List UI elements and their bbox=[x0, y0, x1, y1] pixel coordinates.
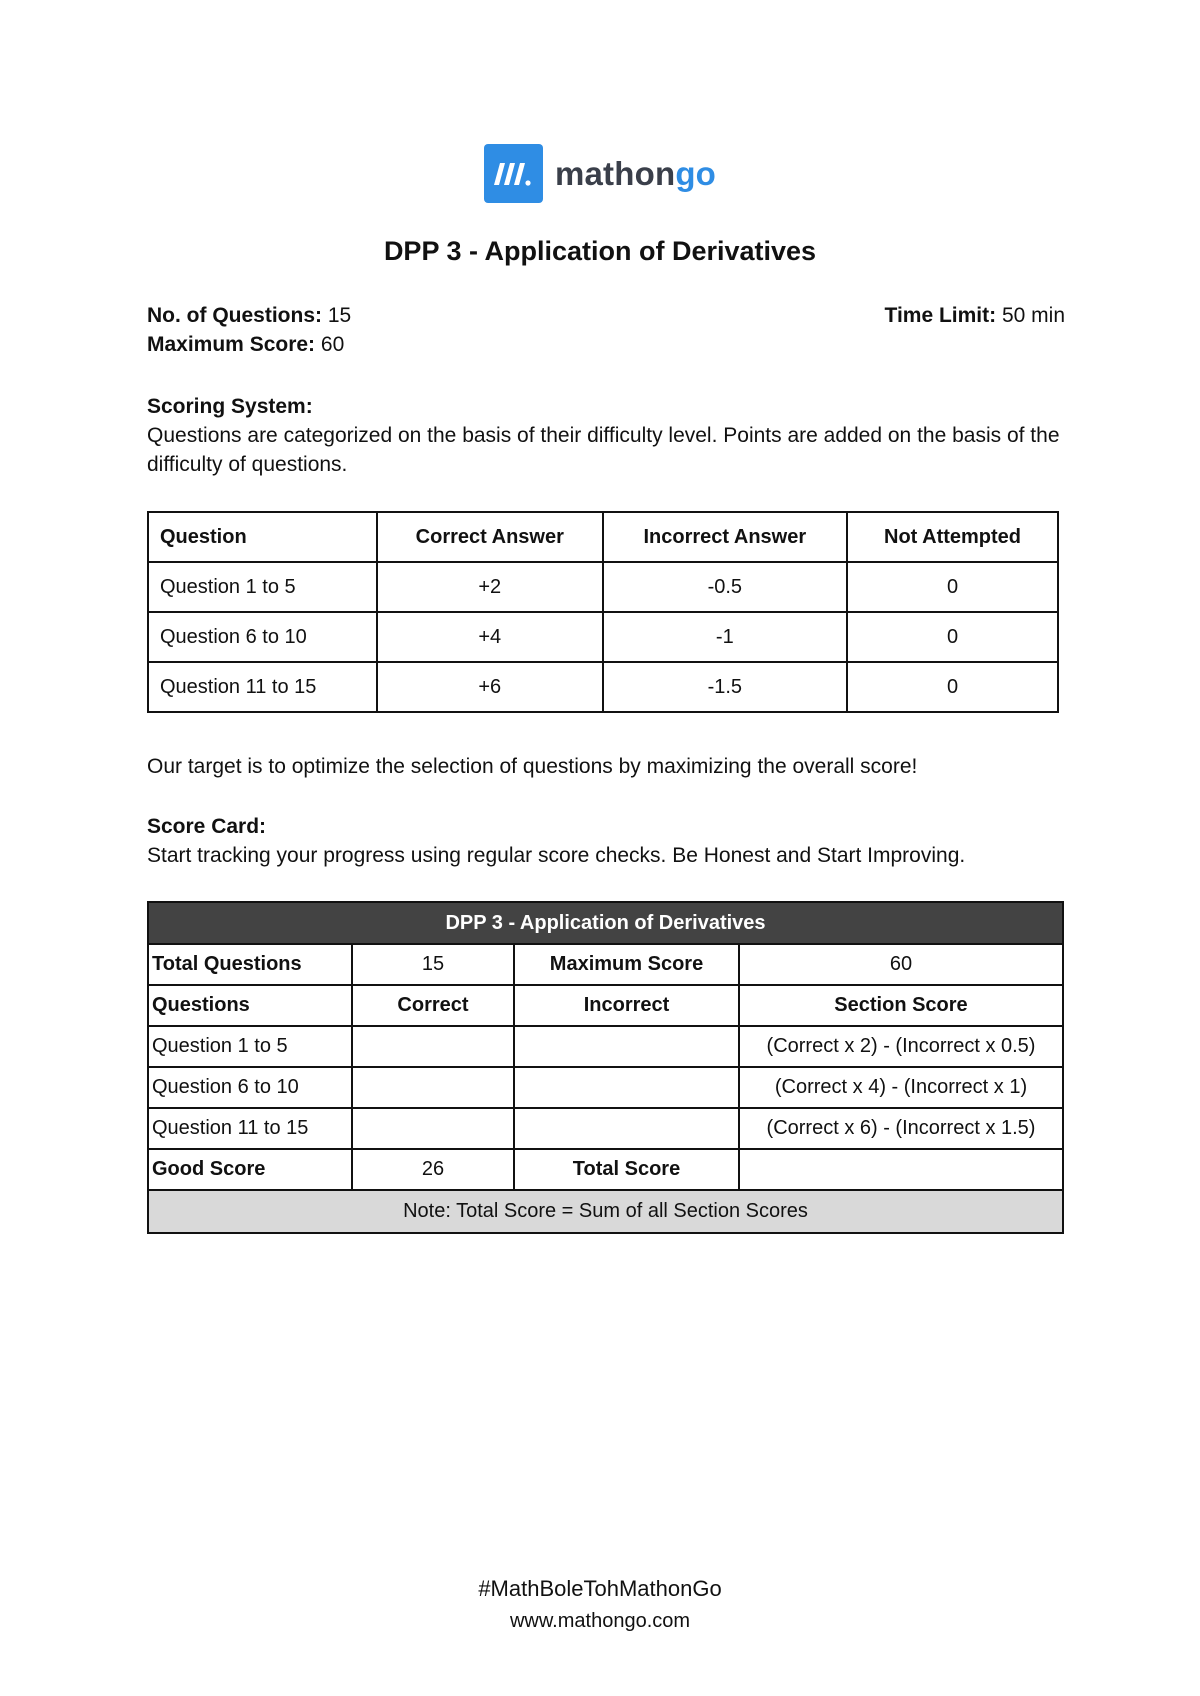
incorrect-entry-cell[interactable] bbox=[514, 1067, 739, 1108]
table-cell: +2 bbox=[377, 562, 603, 612]
section-score-formula: (Correct x 6) - (Incorrect x 1.5) bbox=[739, 1108, 1063, 1149]
table-cell: Question 1 to 5 bbox=[148, 562, 377, 612]
score-card-title-row bbox=[148, 902, 1063, 944]
total-score-entry-cell[interactable] bbox=[739, 1149, 1063, 1190]
correct-entry-cell[interactable] bbox=[352, 1067, 514, 1108]
table-cell: Question 11 to 15 bbox=[148, 1108, 352, 1149]
brand-logo bbox=[0, 144, 1200, 203]
brand-name: mathongo bbox=[554, 154, 717, 192]
table-row bbox=[148, 662, 1058, 712]
table-row bbox=[148, 1149, 1063, 1190]
max-score: Maximum Score: 60 bbox=[147, 333, 345, 356]
meta-row-1 bbox=[147, 304, 1065, 328]
scoring-table bbox=[147, 511, 1059, 713]
note-text: Note: Total Score = Sum of all Section Scores bbox=[148, 1190, 1063, 1233]
scoring-system-heading: Scoring System: bbox=[147, 395, 313, 418]
scoring-system-section bbox=[147, 392, 1072, 479]
good-score-value: 26 bbox=[352, 1149, 514, 1190]
table-cell: -1 bbox=[603, 612, 847, 662]
header-cell: Correct Answer bbox=[377, 512, 603, 562]
header-cell: Correct bbox=[352, 985, 514, 1026]
header-cell: Not Attempted bbox=[847, 512, 1058, 562]
header-cell: Questions bbox=[148, 985, 352, 1026]
section-score-formula: (Correct x 2) - (Incorrect x 0.5) bbox=[739, 1026, 1063, 1067]
header-cell: Incorrect bbox=[514, 985, 739, 1026]
time-limit: Time Limit: 50 min bbox=[884, 304, 1065, 327]
table-header-row bbox=[148, 985, 1063, 1026]
table-cell: -0.5 bbox=[603, 562, 847, 612]
target-text: Our target is to optimize the selection of questions by maximizing the overall score! bbox=[147, 755, 918, 778]
table-cell: Question 6 to 10 bbox=[148, 1067, 352, 1108]
score-card-title: DPP 3 - Application of Derivatives bbox=[148, 902, 1063, 944]
header-cell: Incorrect Answer bbox=[603, 512, 847, 562]
score-card-section bbox=[147, 812, 1072, 870]
score-card-text: Start tracking your progress using regular score checks. Be Honest and Start Improving. bbox=[147, 844, 966, 867]
maximum-score-label: Maximum Score bbox=[514, 944, 739, 985]
table-row bbox=[148, 1026, 1063, 1067]
table-cell: Question 1 to 5 bbox=[148, 1026, 352, 1067]
section-score-formula: (Correct x 4) - (Incorrect x 1) bbox=[739, 1067, 1063, 1108]
maximum-score-value: 60 bbox=[739, 944, 1063, 985]
header-cell: Section Score bbox=[739, 985, 1063, 1026]
table-row bbox=[148, 562, 1058, 612]
correct-entry-cell[interactable] bbox=[352, 1026, 514, 1067]
table-cell: 0 bbox=[847, 562, 1058, 612]
score-card-heading: Score Card: bbox=[147, 815, 267, 838]
good-score-label: Good Score bbox=[148, 1149, 352, 1190]
table-cell: Question 11 to 15 bbox=[148, 662, 377, 712]
incorrect-entry-cell[interactable] bbox=[514, 1026, 739, 1067]
table-cell: +6 bbox=[377, 662, 603, 712]
scoring-system-text: Questions are categorized on the basis of their difficulty level. Points are added on the basis of the difficulty of questions. bbox=[147, 424, 1060, 476]
page-title: DPP 3 - Application of Derivatives bbox=[383, 236, 817, 266]
total-questions-label: Total Questions bbox=[148, 944, 352, 985]
table-cell: +4 bbox=[377, 612, 603, 662]
table-row bbox=[148, 1108, 1063, 1149]
table-header-row bbox=[148, 512, 1058, 562]
questions-count: No. of Questions: 15 bbox=[147, 304, 352, 327]
total-score-label: Total Score bbox=[514, 1149, 739, 1190]
table-cell: 0 bbox=[847, 662, 1058, 712]
note-row bbox=[148, 1190, 1063, 1233]
footer-url[interactable]: www.mathongo.com bbox=[509, 1610, 691, 1632]
header-cell: Question bbox=[148, 512, 377, 562]
table-cell: -1.5 bbox=[603, 662, 847, 712]
total-questions-value: 15 bbox=[352, 944, 514, 985]
footer-hashtag: #MathBoleTohMathonGo bbox=[478, 1576, 722, 1601]
table-cell: Question 6 to 10 bbox=[148, 612, 377, 662]
table-row bbox=[148, 944, 1063, 985]
table-row bbox=[148, 612, 1058, 662]
table-row bbox=[148, 1067, 1063, 1108]
incorrect-entry-cell[interactable] bbox=[514, 1108, 739, 1149]
table-cell: 0 bbox=[847, 612, 1058, 662]
score-card-table bbox=[147, 901, 1064, 1234]
mathongo-logo-icon bbox=[484, 144, 543, 203]
correct-entry-cell[interactable] bbox=[352, 1108, 514, 1149]
